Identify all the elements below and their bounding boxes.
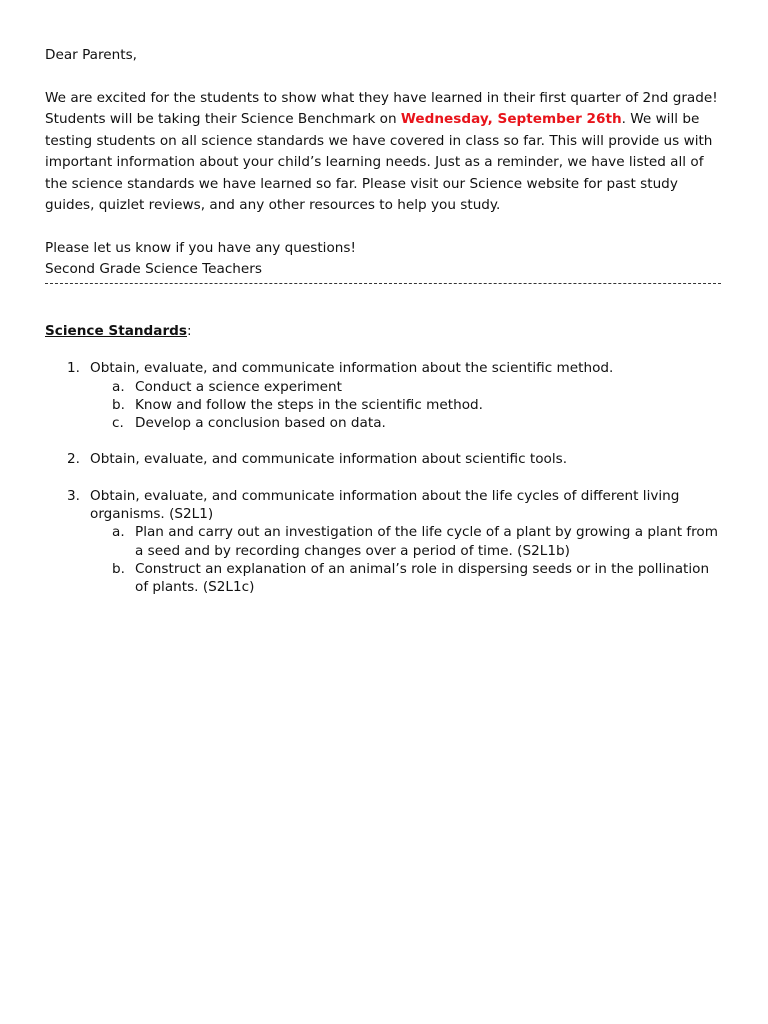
standards-heading-colon: : [186,323,192,339]
sub-standard-item [90,378,725,396]
science-standards-section [45,322,725,615]
sub-standard-item [90,396,725,414]
sub-standard-letter: b. [112,560,125,577]
standard-item [45,359,725,432]
letter-body [45,45,725,281]
sub-standards-list [90,523,725,596]
standards-list [45,359,725,596]
standard-item [45,450,725,468]
intro-paragraph-end: . We will be testing students on all science standards we have covered in class so far. This will provide us with important information about your child’s learning needs. Just as a reminder, we have listed all of the science standards we have learned so far. Please visit our Science website for past study guides, quizlet reviews, and any other resources to help you study. [45,111,713,213]
standard-text: Obtain, evaluate, and communicate information about the life cycles of different living organisms. (S2L1) [90,487,680,523]
sub-standard-item [90,414,725,432]
sub-standard-letter: b. [112,396,125,413]
sub-standard-text: Plan and carry out an investigation of the life cycle of a plant by growing a plant from a seed and by recording changes over a period of time. (S2L1b) [135,524,718,559]
sub-standard-item [90,523,725,560]
standards-heading-text: Science Standards [45,323,187,339]
benchmark-date: Wednesday, September 26th [400,111,622,127]
sub-standards-list [90,378,725,433]
standard-number: 3. [67,487,80,504]
sub-standard-letter: c. [112,415,124,432]
intro-paragraph-start: We are excited for the students to show what they have learned in their first quarter of 2nd grade! Students will be taking their Science Benchmark on [45,89,718,127]
sub-standard-letter: a. [112,524,125,541]
signature: Second Grade Science Teachers [45,261,262,277]
dashed-divider [45,283,721,284]
sub-standard-text: Conduct a science experiment [135,378,342,395]
sub-standard-text: Develop a conclusion based on data. [135,415,386,432]
standard-item [45,487,725,597]
greeting: Dear Parents, [45,47,137,63]
standard-text: Obtain, evaluate, and communicate information about scientific tools. [90,451,568,468]
standard-number: 1. [67,360,80,377]
standards-heading [45,322,725,340]
intro-paragraph [45,88,725,217]
sub-standard-text: Construct an explanation of an animal’s role in dispersing seeds or in the pollination of plants. (S2L1c) [135,560,710,596]
sub-standard-letter: a. [112,378,125,395]
standard-text: Obtain, evaluate, and communicate information about the scientific method. [90,360,614,377]
standard-number: 2. [67,451,80,468]
sub-standard-text: Know and follow the steps in the scientific method. [135,396,483,413]
closing-line: Please let us know if you have any questions! [45,239,356,256]
sub-standard-item [90,560,725,597]
